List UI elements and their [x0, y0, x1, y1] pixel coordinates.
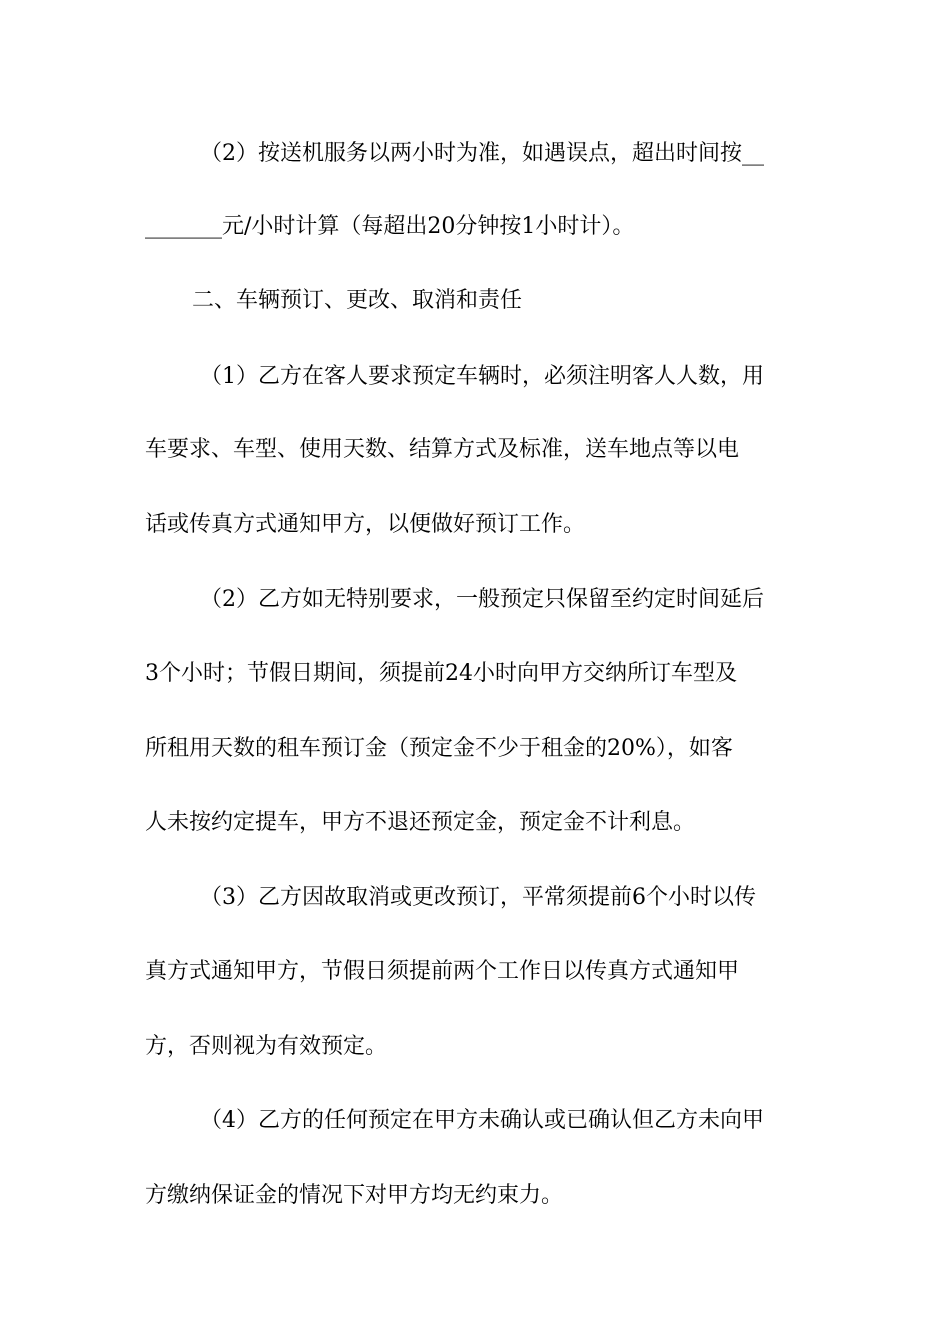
- paragraph-line: 方缴纳保证金的情况下对甲方均无约束力。: [145, 1183, 564, 1208]
- paragraph-line: 方，否则视为有效预定。: [145, 1034, 388, 1059]
- paragraph-line: （4）乙方的任何预定在甲方未确认或已确认但乙方未向甲: [200, 1108, 764, 1133]
- paragraph-line: _______元/小时计算（每超出20分钟按1小时计）。: [145, 214, 635, 239]
- section-heading: 二、车辆预订、更改、取消和责任: [192, 288, 523, 313]
- paragraph-line: 真方式通知甲方，节假日须提前两个工作日以传真方式通知甲: [145, 959, 740, 984]
- paragraph-line: （1）乙方在客人要求预定车辆时，必须注明客人人数，用: [200, 364, 764, 389]
- paragraph-line: 人未按约定提车，甲方不退还预定金，预定金不计利息。: [145, 810, 696, 835]
- paragraph-line: （3）乙方因故取消或更改预订，平常须提前6个小时以传: [200, 885, 756, 910]
- paragraph-line: 3个小时；节假日期间，须提前24小时向甲方交纳所订车型及: [145, 661, 737, 686]
- paragraph-line: 车要求、车型、使用天数、结算方式及标准，送车地点等以电: [145, 437, 740, 462]
- paragraph-line: （2）乙方如无特别要求，一般预定只保留至约定时间延后: [200, 587, 764, 612]
- paragraph-line: 所租用天数的租车预订金（预定金不少于租金的20%），如客: [145, 736, 733, 761]
- paragraph-line: （2）按送机服务以两小时为准，如遇误点，超出时间按__: [200, 141, 764, 166]
- paragraph-line: 话或传真方式通知甲方，以便做好预订工作。: [145, 512, 586, 537]
